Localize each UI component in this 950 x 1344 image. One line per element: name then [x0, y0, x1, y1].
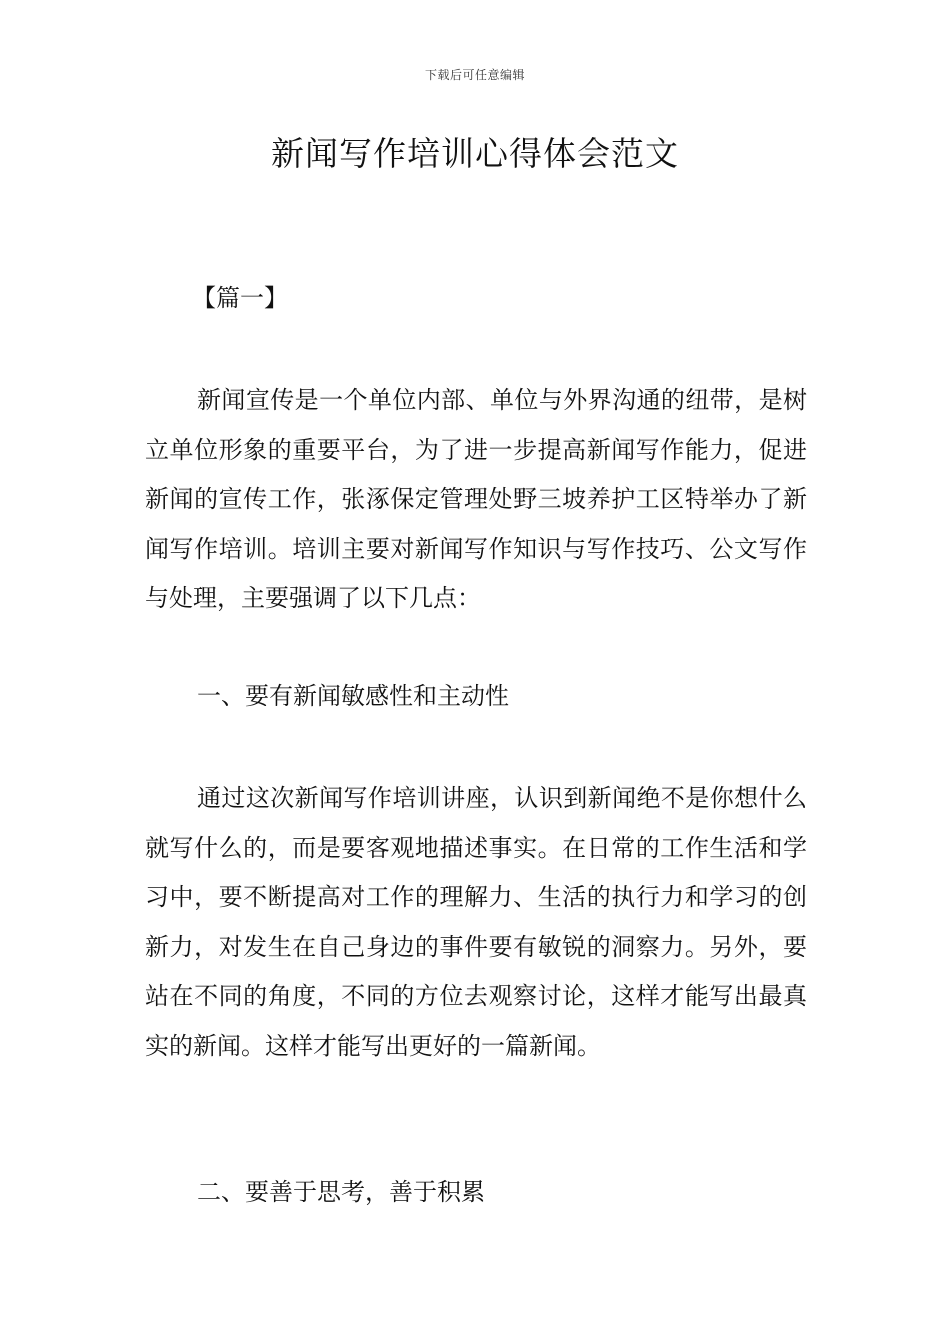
document-title: 新闻写作培训心得体会范文 — [271, 134, 679, 173]
header-note: 下载后可任意编辑 — [424, 68, 525, 82]
point-one-heading: 一、要有新闻敏感性和主动性 — [197, 682, 509, 710]
point-two-heading: 二、要善于思考，善于积累 — [197, 1178, 485, 1206]
intro-paragraph: 新闻宣传是一个单位内部、单位与外界沟通的纽带，是树立单位形象的重要平台，为了进一步提高新闻写作能力，促进新闻的宣传工作，张涿保定管理处野三坡养护工区特举办了新闻写作培训。培训主要对新闻写作知识与写作技巧、公文写作与处理，主要强调了以下几点： — [145, 386, 807, 612]
section-label: 【篇一】 — [192, 284, 288, 312]
point-one-paragraph: 通过这次新闻写作培训讲座，认识到新闻绝不是你想什么就写什么的，而是要客观地描述事实。在日常的工作生活和学习中，要不断提高对工作的理解力、生活的执行力和学习的创新力，对发生在自己身边的事件要有敏锐的洞察力。另外，要站在不同的角度，不同的方位去观察讨论，这样才能写出最真实的新闻。这样才能写出更好的一篇新闻。 — [145, 784, 807, 1060]
